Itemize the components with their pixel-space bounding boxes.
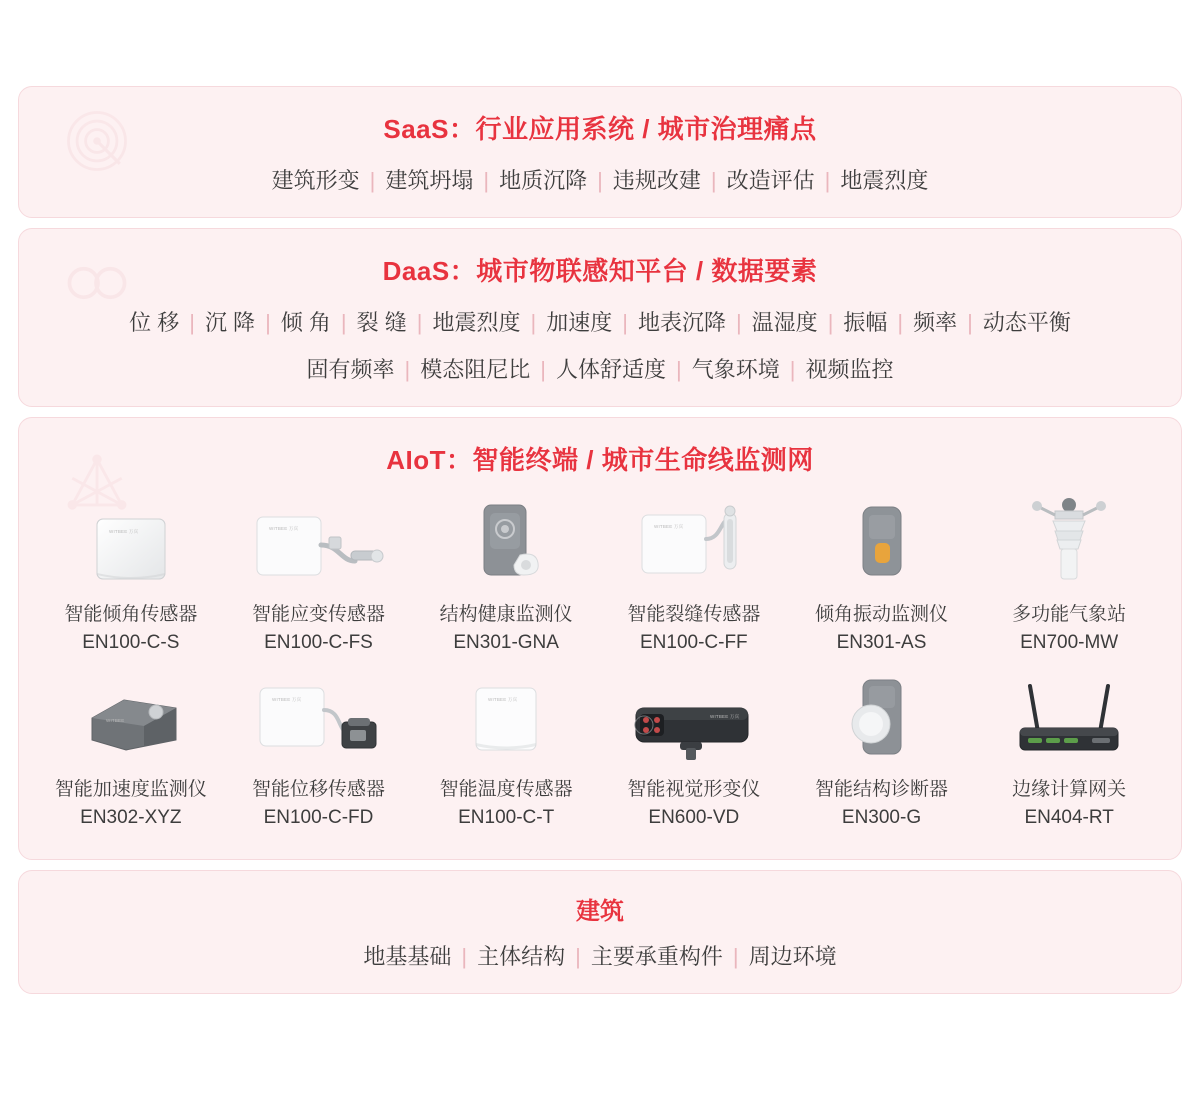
displacement-sensor-icon: [227, 670, 411, 766]
device-cell[interactable]: [788, 487, 976, 658]
svg-text:WITBEE: WITBEE: [105, 718, 125, 724]
layer-card-saas: [18, 86, 1182, 218]
device-name: 智能加速度监测仪: [54, 779, 207, 801]
daas-item[interactable]: 人体舒适度: [555, 357, 666, 382]
layer-title-main: 城市物联感知平台 / 数据要素: [476, 256, 818, 286]
svg-text:WITBEE 万宾: WITBEE 万宾: [108, 529, 139, 534]
layer-title-saas: [19, 87, 1181, 150]
layer-title-daas: [19, 229, 1181, 292]
edge-gateway-router-icon: [977, 670, 1161, 766]
layer-title-prefix: AIoT：: [386, 445, 473, 475]
daas-item[interactable]: 固有频率: [306, 357, 395, 382]
daas-item[interactable]: 位 移: [129, 310, 180, 335]
separator: |: [416, 310, 423, 335]
device-grid: [19, 481, 1181, 859]
separator: |: [265, 310, 271, 335]
separator: |: [827, 310, 834, 335]
daas-item[interactable]: 地表沉降: [637, 310, 726, 335]
device-name: 多功能气象站: [1012, 604, 1127, 625]
device-cell[interactable]: [412, 662, 600, 833]
device-name: 智能结构诊断器: [814, 779, 948, 801]
saas-item[interactable]: 违规改建: [612, 168, 701, 193]
structure-health-monitor-icon: [414, 495, 598, 591]
vision-camera-icon: [602, 670, 786, 766]
device-model: EN700-MW: [1020, 631, 1119, 653]
saas-item-row: [19, 150, 1181, 217]
separator: |: [483, 168, 490, 193]
device-name: 智能倾角传感器: [64, 604, 198, 625]
separator: |: [824, 168, 831, 193]
device-model: EN404-RT: [1024, 806, 1114, 828]
svg-text:WITBEE 万宾: WITBEE 万宾: [269, 526, 299, 531]
separator: |: [732, 944, 739, 970]
device-cell[interactable]: [975, 662, 1163, 833]
device-model: EN100-C-FD: [263, 806, 374, 828]
device-cell[interactable]: [412, 487, 600, 658]
separator: |: [897, 310, 904, 335]
device-model: EN100-C-FS: [264, 631, 373, 653]
separator: |: [676, 357, 682, 382]
svg-text:WITBEE 万宾: WITBEE 万宾: [488, 697, 518, 703]
device-model: EN100-C-S: [82, 631, 180, 653]
building-item[interactable]: 周边环境: [748, 944, 837, 970]
building-item[interactable]: 主体结构: [477, 944, 566, 970]
device-name: 智能温度传感器: [439, 779, 573, 801]
device-model: EN302-XYZ: [80, 806, 182, 828]
separator: |: [710, 168, 717, 193]
separator: |: [735, 310, 742, 335]
saas-item[interactable]: 改造评估: [726, 168, 815, 193]
infinity-icon: [59, 245, 135, 321]
svg-text:WITBEE 万宾: WITBEE 万宾: [709, 714, 740, 720]
separator: |: [575, 944, 581, 970]
daas-item-row-1: [19, 292, 1181, 343]
layer-title-main: 智能终端 / 城市生命线监测网: [472, 445, 814, 475]
target-rings-icon: [59, 103, 135, 179]
separator: |: [540, 357, 546, 382]
svg-text:WITBEE 万宾: WITBEE 万宾: [271, 697, 302, 703]
device-model: EN100-C-T: [458, 806, 555, 828]
device-cell[interactable]: [225, 487, 413, 658]
separator: |: [622, 310, 628, 335]
separator: |: [404, 357, 411, 382]
separator: |: [967, 310, 973, 335]
device-name: 倾角振动监测仪: [814, 604, 948, 625]
device-cell[interactable]: [975, 487, 1163, 658]
device-cell[interactable]: [600, 662, 788, 833]
vibration-monitor-icon: [790, 495, 974, 591]
daas-item-row-2: [19, 343, 1181, 406]
layer-card-building: [18, 870, 1182, 994]
separator: |: [369, 168, 376, 193]
layer-title-prefix: SaaS：: [383, 114, 476, 144]
weather-station-icon: [977, 495, 1161, 591]
device-model: EN600-VD: [648, 806, 740, 828]
layer-title-building: 建筑: [576, 898, 624, 926]
device-model: EN300-G: [841, 806, 922, 828]
daas-item[interactable]: 地震烈度: [432, 310, 521, 335]
network-node-icon: [59, 446, 135, 522]
saas-item[interactable]: 地震烈度: [840, 168, 929, 193]
separator: |: [461, 944, 468, 970]
device-name: 智能裂缝传感器: [627, 604, 761, 625]
daas-item[interactable]: 加速度: [546, 310, 613, 335]
device-name: 智能位移传感器: [251, 779, 385, 801]
separator: |: [340, 310, 347, 335]
device-model: EN301-GNA: [453, 631, 559, 653]
strain-sensor-arm-icon: [227, 495, 411, 591]
device-name: 智能视觉形变仪: [627, 779, 761, 801]
building-item[interactable]: 地基基础: [363, 944, 452, 970]
building-item-row: [19, 926, 1181, 993]
layer-card-aiot: [18, 417, 1182, 860]
separator: |: [789, 357, 796, 382]
daas-item[interactable]: 倾 角: [280, 310, 331, 335]
daas-item[interactable]: 视频监控: [805, 357, 894, 382]
daas-item[interactable]: 气象环境: [691, 357, 780, 382]
separator: |: [530, 310, 537, 335]
building-item[interactable]: 主要承重构件: [590, 944, 723, 970]
daas-item[interactable]: 频率: [913, 310, 958, 335]
saas-item[interactable]: 建筑坍塌: [385, 168, 474, 193]
daas-item[interactable]: 裂 缝: [356, 310, 407, 335]
device-name: 结构健康监测仪: [439, 604, 573, 625]
layer-title-aiot: [19, 418, 1181, 481]
structure-diagnoser-icon: [790, 670, 974, 766]
daas-item[interactable]: 模态阻尼比: [420, 357, 531, 382]
device-cell[interactable]: [225, 662, 413, 833]
device-cell[interactable]: [37, 662, 225, 833]
separator: |: [597, 168, 603, 193]
device-name: 智能应变传感器: [251, 604, 385, 625]
device-cell[interactable]: [600, 487, 788, 658]
daas-item[interactable]: 沉 降: [204, 310, 256, 335]
device-model: EN100-C-FF: [639, 631, 748, 653]
layer-card-daas: [18, 228, 1182, 407]
daas-item[interactable]: 动态平衡: [982, 310, 1071, 335]
layer-stack: [18, 86, 1182, 1004]
daas-item[interactable]: 温湿度: [751, 310, 818, 335]
accelerometer-box-icon: [39, 670, 223, 766]
device-name: 边缘计算网关: [1012, 779, 1127, 801]
saas-item[interactable]: 地质沉降: [499, 168, 588, 193]
device-model: EN301-AS: [836, 631, 927, 653]
saas-item[interactable]: 建筑形变: [271, 168, 360, 193]
crack-sensor-panel-icon: [602, 495, 786, 591]
daas-item[interactable]: 振幅: [843, 310, 888, 335]
layer-title-prefix: DaaS：: [382, 256, 477, 286]
device-cell[interactable]: [788, 662, 976, 833]
layer-title-main: 行业应用系统 / 城市治理痛点: [475, 114, 817, 144]
separator: |: [189, 310, 195, 335]
svg-text:WITBEE 万宾: WITBEE 万宾: [653, 524, 684, 529]
temperature-sensor-panel-icon: [414, 670, 598, 766]
